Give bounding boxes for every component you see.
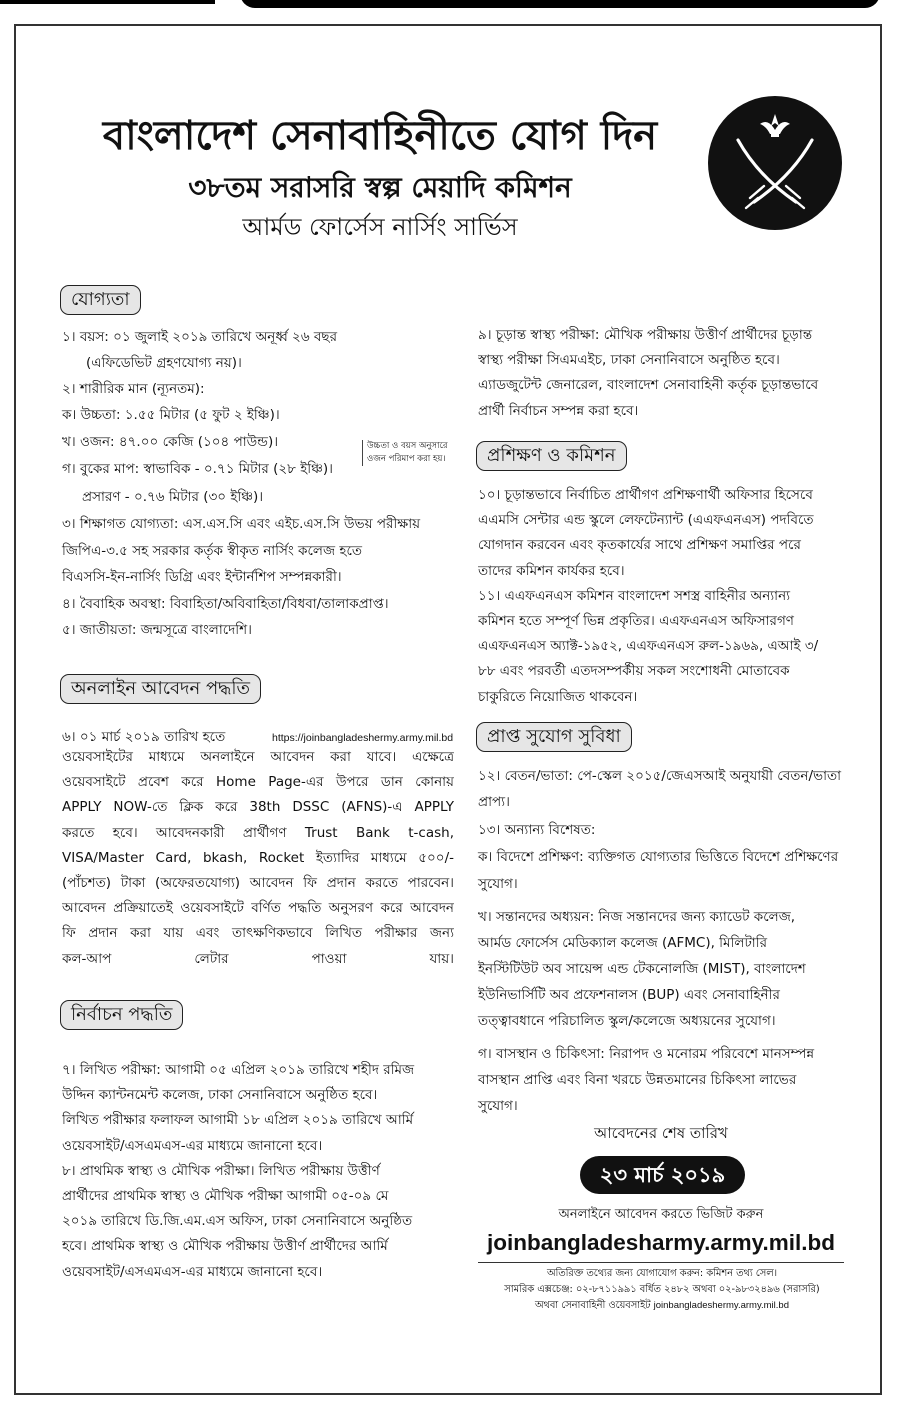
- training-line: যোগদান করবেন এবং কৃতকার্যের সাথে প্রশিক্ষণ সমাপ্তির পরে: [478, 537, 801, 554]
- eligibility-item: প্রসারণ - ০.৭৬ মিটার (৩০ ইঞ্চি)।: [82, 489, 264, 505]
- benefit-item: বাসস্থান প্রাপ্তি এবং বিনা খরচে উন্নতমানের চিকিৎসা লাভের: [478, 1072, 797, 1088]
- eligibility-item: খ। ওজন: ৪৭.০০ কেজি (১০৪ পাউন্ড)।: [62, 434, 279, 450]
- benefit-item: খ। সন্তানদের অধ্যয়ন: নিজ সন্তানদের জন্য ক্যাডেট কলেজ,: [478, 909, 796, 925]
- eligibility-item: ৪। বৈবাহিক অবস্থা: বিবাহিতা/অবিবাহিতা/বিধবা/তালাকপ্রাপ্ত।: [62, 596, 389, 612]
- eligibility-item: ২। শারীরিক মান (ন্যূনতম):: [62, 381, 205, 397]
- eligibility-item: ৫। জাতীয়তা: জন্মসূত্রে বাংলাদেশি।: [62, 622, 252, 638]
- section-online-apply: অনলাইন আবেদন পদ্ধতি: [60, 674, 261, 704]
- final-line: স্বাস্থ্য পরীক্ষা সিএমএইচ, ঢাকা সেনানিবাসে অনুষ্ঠিত হবে।: [478, 352, 780, 369]
- online-lead: ৬। ০১ মার্চ ২০১৯ তারিখ হতে: [62, 729, 226, 745]
- benefit-item: ক। বিদেশে প্রশিক্ষণ: ব্যক্তিগত যোগ্যতার ভিত্তিতে বিদেশে প্রশিক্ষণের: [478, 849, 839, 865]
- training-line: এএমসি সেন্টার এন্ড স্কুলে লেফটেন্যান্ট (এএফএনএস) পদবিতে: [478, 512, 814, 529]
- training-line: ৮৮ এবং পরবর্তী এতদসম্পর্কীয় সকল সংশোধনী মোতাবেক: [478, 663, 790, 680]
- army-emblem-icon: [708, 96, 842, 230]
- section-selection: নির্বাচন পদ্ধতি: [60, 1000, 183, 1030]
- online-line: ফি প্রদান করা যায় এবং তাৎক্ষণিকভাবে লিখিত পরীক্ষার জন্য: [62, 925, 454, 942]
- contact-line-2: সামরিক এক্সচেঞ্জ: ০২-৮৭১১৯৯১ বর্ধিত ২৪৮২ অথবা ০২-৯৮৩২৪৯৬ (সরাসরি): [504, 1284, 820, 1295]
- benefit-item: গ। বাসস্থান ও চিকিৎসা: নিরাপদ ও মনোরম পরিবেশে মানসম্পন্ন: [478, 1046, 815, 1062]
- selection-text: [62, 1058, 454, 1285]
- selection-line: লিখিত পরীক্ষার ফলাফল আগামী ১৮ এপ্রিল ২০১৯ তারিখে আর্মি: [62, 1112, 414, 1129]
- page-subtitle: ৩৮তম সরাসরি স্বল্প মেয়াদি কমিশন: [188, 171, 572, 204]
- training-line: তাদের কমিশন কার্যকর হবে।: [478, 562, 625, 579]
- training-line: চাকুরিতে নিয়োজিত থাকবেন।: [478, 688, 638, 705]
- online-line: ওয়েবসাইটের মাধ্যমে অনলাইনে আবেদন করা যাবে। এক্ষেত্রে: [62, 749, 454, 765]
- selection-line: ওয়েবসাইট/এসএমএস-এর মাধ্যমে জানানো হবে।: [62, 1263, 323, 1280]
- selection-line: উদ্দিন ক্যান্টনমেন্ট কলেজ, ঢাকা সেনানিবাসে অনুষ্ঠিত হবে।: [62, 1087, 378, 1104]
- deadline-date: ২৩ মার্চ ২০১৯: [580, 1156, 745, 1194]
- selection-line: প্রার্থীদের প্রাথমিক স্বাস্থ্য ও মৌখিক পরীক্ষা আগামী ০৫-০৯ মে: [62, 1188, 389, 1205]
- section-benefits: প্রাপ্ত সুযোগ সুবিধা: [476, 722, 632, 752]
- final-line: প্রার্থী নির্বাচন সম্পন্ন করা হবে।: [478, 402, 639, 419]
- benefit-item: আর্মড ফোর্সেস মেডিক্যাল কলেজ (AFMC), মিলিটারি: [478, 935, 768, 951]
- benefit-item: তত্ত্বাবধানে পরিচালিত স্কুল/কলেজে অধ্যয়নের সুযোগ।: [478, 1013, 776, 1029]
- eligibility-item: ১। বয়স: ০১ জুলাই ২০১৯ তারিখে অনূর্ধ্ব ২৬ বছর: [62, 329, 338, 345]
- benefit-item: সুযোগ।: [478, 1098, 518, 1114]
- contact-line-3: অথবা সেনাবাহিনী ওয়েবসাইট joinbangladeshermy.army.mil.bd: [535, 1300, 789, 1311]
- final-line: ৯। চূড়ান্ত স্বাস্থ্য পরীক্ষা: মৌখিক পরীক্ষায় উত্তীর্ণ প্রার্থীদের চূড়ান্ত: [478, 327, 813, 343]
- service-name: আর্মড ফোর্সেস নার্সিং সার্ভিস: [242, 213, 518, 241]
- online-line: করতে হবে। আবেদনকারী প্রার্থীগণ Trust Bank t-cash,: [62, 824, 454, 841]
- online-line: আবেদন প্রক্রিয়াতেই ওয়েবসাইটে বর্ণিত পদ্ধতি অনুসরণ করে আবেদন: [62, 900, 454, 917]
- top-banner-edge: [240, 0, 880, 8]
- training-line: ১০। চূড়ান্তভাবে নির্বাচিত প্রার্থীগণ প্রশিক্ষণার্থী অফিসার হিসেবে: [478, 487, 813, 503]
- selection-line: ওয়েবসাইট/এসএমএস-এর মাধ্যমে জানানো হবে।: [62, 1137, 323, 1154]
- eligibility-item: ৩। শিক্ষাগত যোগ্যতা: এস.এস.সি এবং এইচ.এস.সি উভয় পরীক্ষায়: [62, 516, 421, 532]
- eligibility-item: ক। উচ্চতা: ১.৫৫ মিটার (৫ ফুট ২ ইঞ্চি)।: [62, 407, 280, 423]
- height-weight-note: উচ্চতা ও বয়স অনুসারে ওজন পরিমাপ করা হয়।: [362, 440, 479, 466]
- eligibility-item: (এফিডেভিট গ্রহণযোগ্য নয়)।: [86, 355, 242, 371]
- divider: [478, 1262, 844, 1263]
- benefit-item: ইনস্টিটিউট অব সায়েন্স এন্ড টেকনোলজি (MIST), বাংলাদেশ: [478, 961, 806, 977]
- top-rule: [0, 0, 215, 4]
- contact-line-1: অতিরিক্ত তথ্যের জন্য যোগাযোগ করুন: কমিশন তথ্য সেল।: [546, 1268, 778, 1279]
- training-line: এএফএনএস অ্যাক্ট-১৯৫২, এএফএনএস রুল-১৯৬৯, এআই ৩/: [478, 638, 819, 655]
- benefit-item: ১৩। অন্যান্য বিশেষত:: [478, 822, 596, 838]
- online-apply-text: [62, 745, 454, 972]
- selection-line: ৭। লিখিত পরীক্ষা: আগামী ০৫ এপ্রিল ২০১৯ তারিখে শহীদ রমিজ: [62, 1062, 415, 1078]
- apply-url[interactable]: joinbangladesharmy.army.mil.bd: [486, 1230, 835, 1255]
- deadline-label: আবেদনের শেষ তারিখ: [594, 1124, 728, 1142]
- training-line: ১১। এএফএনএস কমিশন বাংলাদেশ সশস্ত্র বাহিনীর অন্যান্য: [478, 587, 791, 604]
- training-line: কমিশন হতে সম্পূর্ণ ভিন্ন প্রকৃতির। এএফএনএস অফিসারগণ: [478, 613, 794, 630]
- visit-label: অনলাইনে আবেদন করতে ভিজিট করুন: [558, 1207, 764, 1222]
- benefit-item: ১২। বেতন/ভাতা: পে-স্কেল ২০১৫/জেএসআই অনুযায়ী বেতন/ভাতা: [478, 768, 842, 784]
- online-line: (পাঁচশত) টাকা (অফেরতযোগ্য) আবেদন ফি প্রদান করতে পারবেন।: [62, 875, 454, 892]
- online-line: কল-আপ লেটার পাওয়া যায়।: [62, 950, 454, 967]
- online-url: https://joinbangladeshermy.army.mil.bd: [272, 732, 454, 744]
- final-line: এ্যাডজুটেন্ট জেনারেল, বাংলাদেশ সেনাবাহিনী কর্তৃক চূড়ান্তভাবে: [478, 377, 819, 394]
- eligibility-item: বিএসসি-ইন-নার্সিং ডিগ্রি এবং ইন্টার্নশিপ সম্পন্নকারী।: [62, 569, 342, 585]
- selection-line: হবে। প্রাথমিক স্বাস্থ্য ও মৌখিক পরীক্ষায় উত্তীর্ণ প্রার্থীদের আর্মি: [62, 1238, 388, 1255]
- eligibility-item: গ। বুকের মাপ: স্বাভাবিক - ০.৭১ মিটার (২৮ ইঞ্চি)।: [62, 461, 333, 477]
- eligibility-item: জিপিএ-৩.৫ সহ সরকার কর্তৃক স্বীকৃত নার্সিং কলেজ হতে: [62, 543, 363, 559]
- benefit-item: প্রাপ্য।: [478, 794, 510, 810]
- training-text: [478, 483, 844, 710]
- benefit-item: সুযোগ।: [478, 876, 518, 892]
- final-medical-text: [478, 323, 844, 424]
- section-training: প্রশিক্ষণ ও কমিশন: [476, 441, 627, 471]
- online-line: VISA/Master Card, bkash, Rocket ইত্যাদির মাধ্যমে ৫০০/-: [62, 849, 454, 866]
- selection-line: ২০১৯ তারিখে ডি.জি.এম.এস অফিস, ঢাকা সেনানিবাসে অনুষ্ঠিত: [62, 1213, 413, 1230]
- contact-website[interactable]: joinbangladeshermy.army.mil.bd: [653, 1300, 789, 1311]
- section-eligibility: যোগ্যতা: [60, 285, 141, 315]
- benefit-item: ইউনিভার্সিটি অব প্রফেশনালস (BUP) এবং সেনাবাহিনীর: [478, 987, 780, 1003]
- online-line: ওয়েবসাইটে প্রবেশ করে Home Page-এর উপরে ডান কোনায়: [62, 774, 454, 791]
- online-line: APPLY NOW-তে ক্লিক করে 38th DSSC (AFNS)-এ APPLY: [62, 799, 454, 816]
- selection-line: ৮। প্রাথমিক স্বাস্থ্য ও মৌখিক পরীক্ষা। লিখিত পরীক্ষায় উত্তীর্ণ: [62, 1162, 380, 1179]
- page-title: বাংলাদেশ সেনাবাহিনীতে যোগ দিন: [102, 113, 658, 159]
